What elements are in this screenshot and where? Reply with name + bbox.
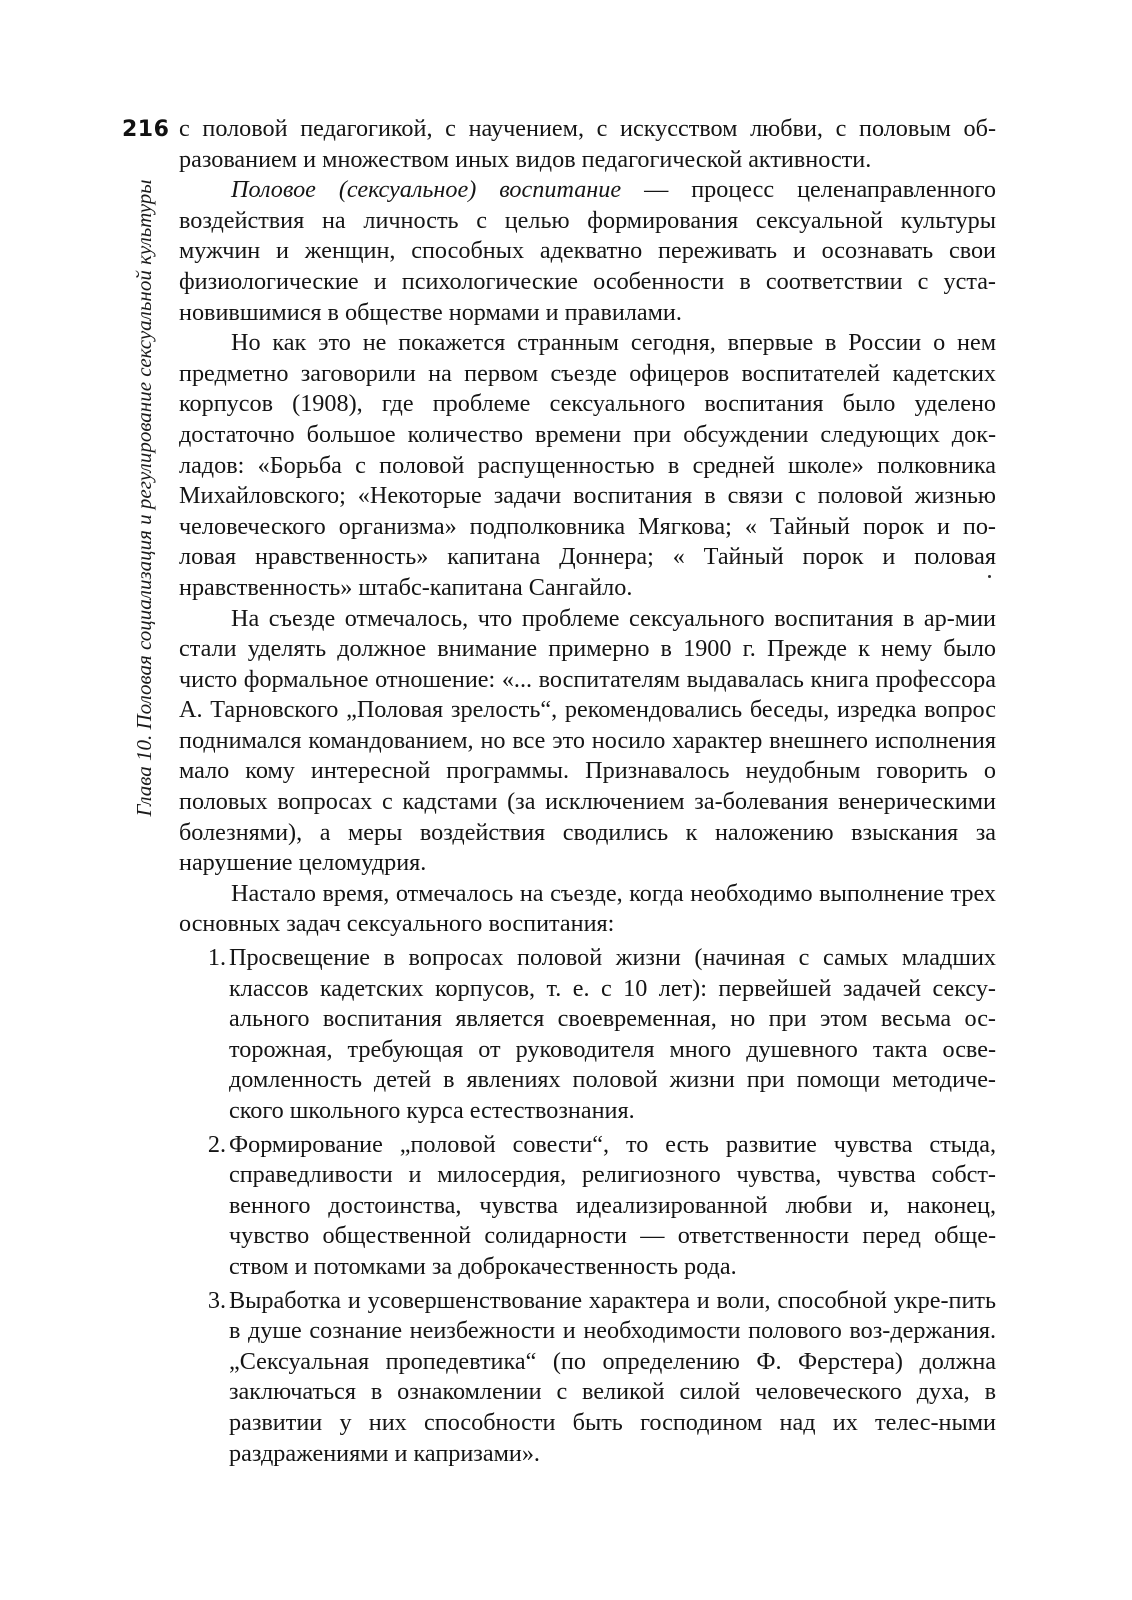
list-item-text: Просвещение в вопросах половой жизни (начиная с самых младших классов кадетских корпусов, т. е. с 10 лет): первейшей задачей сексу-ального воспитания является своевременная, но при этом весьма ос-торожная, требующая от руководителя много душевного такта осве-домленность детей в явлениях половой жизни при помощи методиче-ского школьного курса естествознания. [229,944,996,1124]
list-item-number: 2. [207,1130,226,1158]
running-head: Глава 10. Половая социализация и регулирование сексуальной культуры [132,179,156,817]
list-item-text: Формирование „половой совести“, то есть развитие чувства стыда, справедливости и милосердия, религиозного чувства, чувства собст-венного достоинства, чувства идеализированной любви и, наконец, чувство общественной солидарности — ответственности перед обще-ством и потомками за доброкачественность рода. [229,1130,996,1280]
page-number: 216 [122,117,170,142]
paragraph-5: Настало время, отмечалось на съезде, когда необходимо выполнение трех основных задач сексуального воспитания: [179,879,996,938]
list-item-text: Выработка и усовершенствование характера и воли, способной укре-пить в душе сознание неизбежности и необходимости полового воз-держания. „Сексуальная пропедевтика“ (по определению Ф. Ферстера) должна заключаться в ознакомлении с великой силой человеческого духа, в развитии у них способности быть господином над их телес-ными раздражениями и капризами». [229,1286,996,1467]
paragraph-3: Но как это не покажется странным сегодня, впервые в России о нем предметно заговорили на первом съезде офицеров воспитателей кадетских корпусов (1908), где проблеме сексуального воспитания было уделено достаточно большое количество времени при обсуждении следующих док-ладов: «Борьба с половой распущенностью в средней школе» полковника Михайловского; «Некоторые задачи воспитания в связи с половой жизнью человеческого организма» подполковника Мягкова; « Тайный порок и по-ловая нравственность» капитана Доннера; « Тайный порок и половая нравственность» штабс-капитана Сангайло. [179,329,996,601]
paragraph-1: с половой педагогикой, с научением, с искусством любви, с половым об-разованием и множеством иных видов педагогической активности. [179,115,996,173]
list-item-number: 3. [207,1286,226,1314]
scan-speck [988,575,991,578]
list-item [179,1130,996,1283]
main-text [179,114,996,1469]
definition-term: Половое (сексуальное) воспитание [231,176,622,204]
list-item-number: 1. [207,944,226,972]
paragraph-2 [179,175,996,328]
list-item [179,1286,996,1470]
list-item [179,943,996,1127]
paragraph-4: На съезде отмечалось, что проблеме сексуального воспитания в ар-мии стали уделять должное внимание примерно в 1900 г. Прежде к нему было чисто формальное отношение: «... воспитателям выдавалась книга профессора А. Тарновского „Половая зрелость“, рекомендовались беседы, изредка вопрос поднимался командованием, но все это носило характер внешнего исполнения мало кому интересной программы. Признавалось неудобным говорить о половых вопросах с кадстами (за исключением за-болевания венерическими болезнями), а меры воздействия сводились к наложению взыскания за нарушение целомудрия. [179,604,996,877]
definition-text: — процесс целенаправленного воздействия на личность с целью формирования сексуальной культуры мужчин и женщин, способных адекватно переживать и осознавать свои физиологические и психологические особенности в соответствии с уста-новившимися в обществе нормами и правилами. [179,176,996,326]
tasks-list [179,943,996,1469]
